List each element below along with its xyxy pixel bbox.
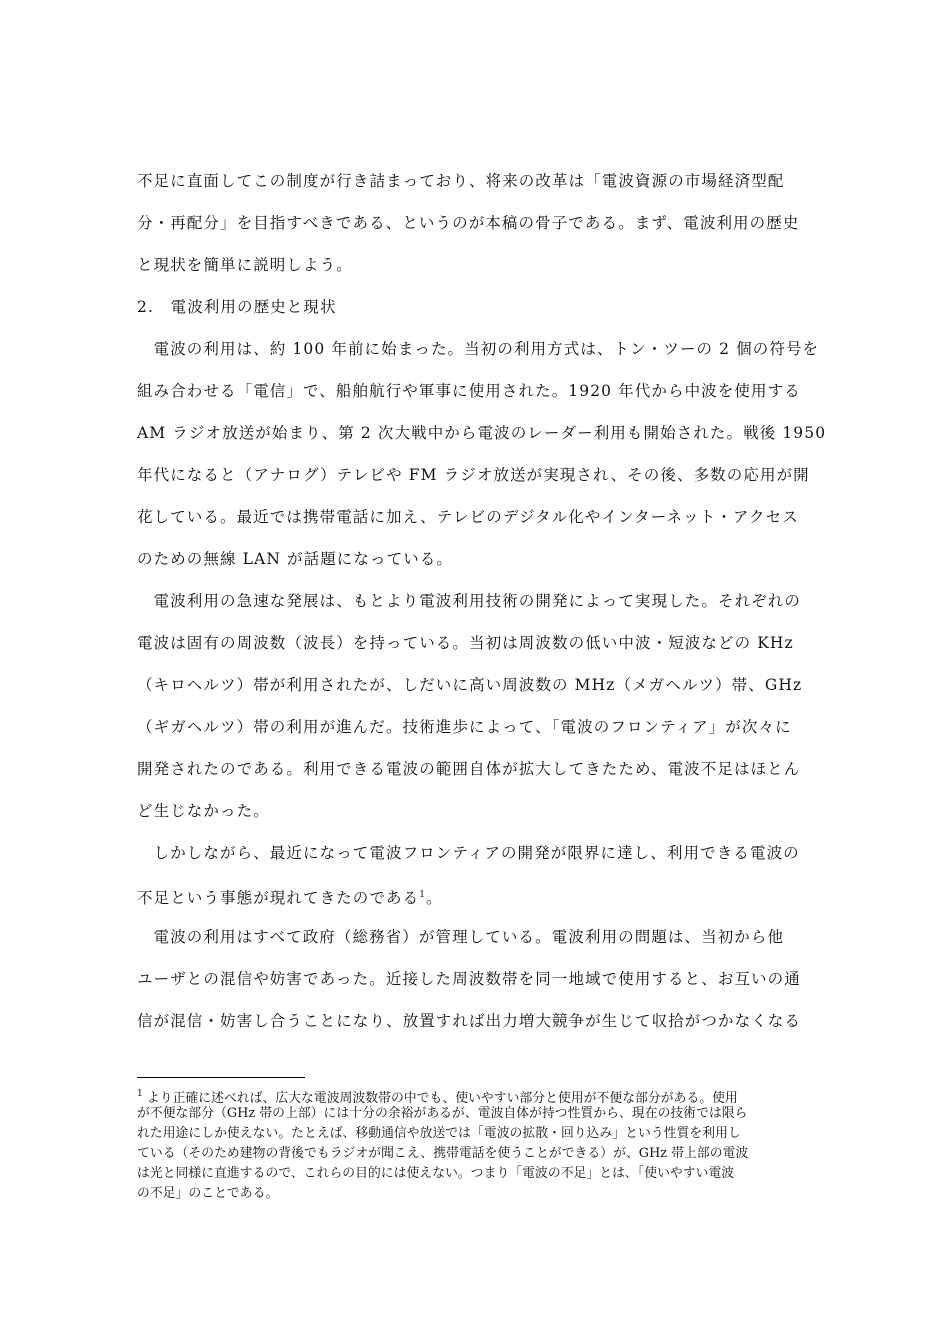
footnote-reference: 1: [419, 890, 427, 900]
footnote-text: より正確に述べれば、広大な電波周波数帯の中でも、使いやすい部分と使用が不便な部分がある。使用: [142, 1091, 738, 1106]
body-line: ど生じなかった。: [137, 802, 270, 820]
body-line: と現状を簡単に説明しよう。: [137, 256, 353, 274]
footnote-separator: [137, 1077, 305, 1078]
body-line: 電波利用の急速な発展は、もとより電波利用技術の開発によって実現した。それぞれの: [137, 592, 802, 610]
body-line: しかしながら、最近になって電波フロンティアの開発が限界に達し、利用できる電波の: [137, 844, 800, 862]
body-line: 電波は固有の周波数（波長）を持っている。当初は周波数の低い中波・短波などの KHz: [137, 634, 794, 652]
footnote-line: ている（そのため建物の背後でもラジオが聞こえ、携帯電話を使うことができる）が、GHz 帯上部の電波: [137, 1146, 749, 1161]
body-line: 分・再配分」を目指すべきである、というのが本稿の骨子である。まず、電波利用の歴史: [137, 214, 800, 232]
sentence-end: 。: [426, 889, 443, 907]
body-line: 花している。最近では携帯電話に加え、テレビのデジタル化やインターネット・アクセス: [137, 508, 799, 526]
body-line: 不足に直面してこの制度が行き詰まっており、将来の改革は「電波資源の市場経済型配: [137, 172, 785, 190]
body-line: 組み合わせる「電信」で、船舶航行や軍事に使用された。1920 年代から中波を使用する: [137, 382, 801, 400]
body-line: のための無線 LAN が話題になっている。: [137, 550, 454, 568]
footnote-line: は光と同様に直進するので、これらの目的には使えない。つまり「電波の不足」とは、「使いやすい電波: [137, 1166, 735, 1181]
section-heading: 2. 電波利用の歴史と現状: [137, 298, 337, 316]
body-line: ユーザとの混信や妨害であった。近接した周波数帯を同一地域で使用すると、お互いの通: [137, 970, 801, 988]
body-line-with-footnote: [137, 882, 827, 908]
body-line: 信が混信・妨害し合うことになり、放置すれば出力増大競争が生じて収拾がつかなくなる: [137, 1012, 802, 1030]
footnote-line: が不便な部分（GHz 帯の上部）には十分の余裕があるが、電波自体が持つ性質から、現在の技術では限ら: [137, 1106, 748, 1121]
body-line: 電波の利用はすべて政府（総務省）が管理している。電波利用の問題は、当初から他: [137, 928, 785, 946]
body-line: AM ラジオ放送が始まり、第 2 次大戦中から電波のレーダー利用も開始された。戦後 1950: [137, 424, 827, 442]
body-line: （ギガヘルツ）帯の利用が進んだ。技術進歩によって、「電波のフロンティア」が次々に: [137, 718, 792, 736]
footnote-line: の不足」のことである。: [137, 1186, 279, 1201]
footnote-line: れた用途にしか使えない。たとえば、移動通信や放送では「電波の拡散・回り込み」という性質を利用し: [137, 1126, 741, 1141]
body-line: （キロヘルツ）帯が利用されたが、しだいに高い周波数の MHz（メガヘルツ）帯、GHz: [137, 676, 803, 694]
body-line: 年代になると（アナログ）テレビや FM ラジオ放送が実現され、その後、多数の応用が開: [137, 466, 810, 484]
footnote-line: [137, 1084, 827, 1104]
body-line: 電波の利用は、約 100 年前に始まった。当初の利用方式は、トン・ツーの 2 個の符号を: [137, 340, 820, 358]
body-line: 開発されたのである。利用できる電波の範囲自体が拡大してきたため、電波不足はほとん: [137, 760, 801, 778]
footnote-number: 1: [137, 1089, 143, 1099]
body-line-text: 不足という事態が現れてきたのである: [137, 889, 420, 907]
